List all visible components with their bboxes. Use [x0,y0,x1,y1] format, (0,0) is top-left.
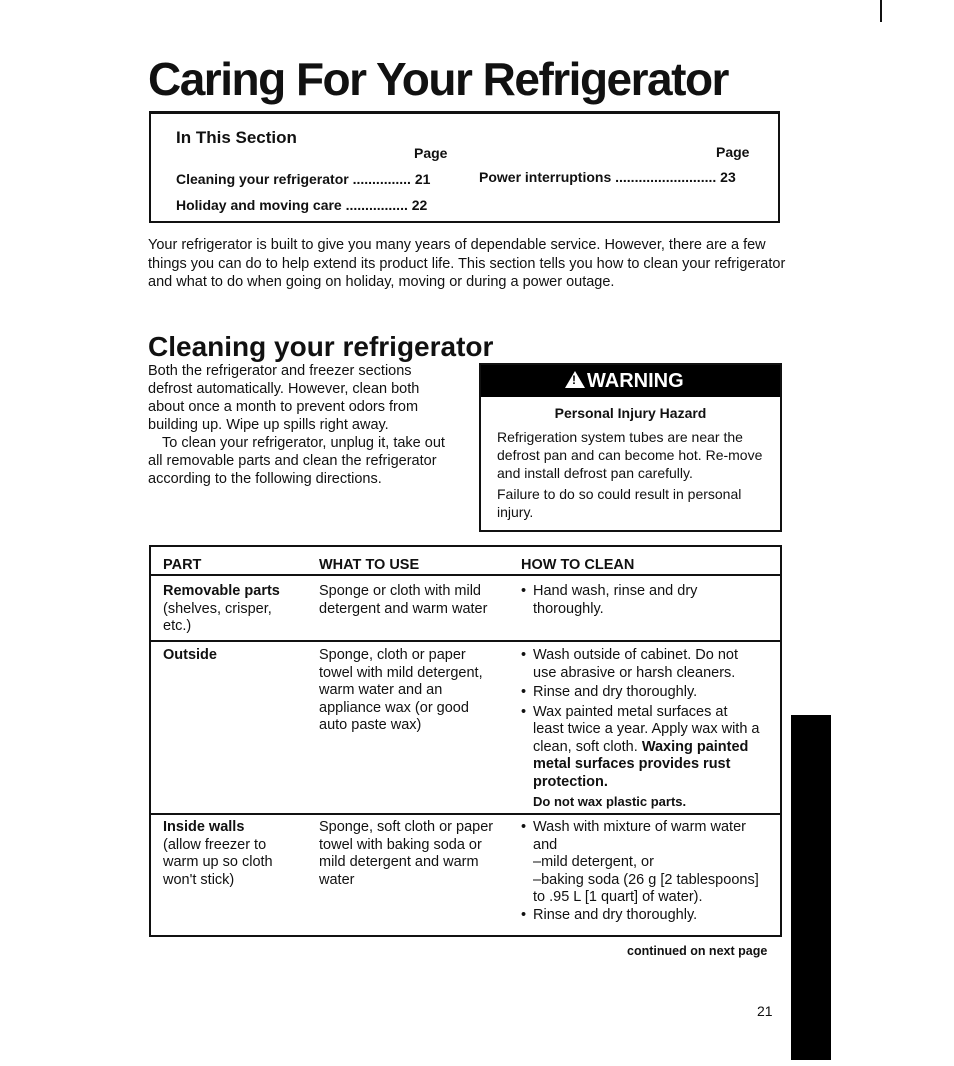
warning-bar [481,365,780,397]
toc-heading: In This Section [176,128,297,147]
warning-text-1: Refrigeration system tubes are near the defrost pan and can become hot. Re-move and install defrost pan carefully. [497,429,763,481]
table-row-2-use: Sponge, cloth or paper towel with mild detergent, warm water and an appliance wax (or good auto paste wax) [319,647,483,733]
warning-triangle-icon [565,371,585,388]
toc-box [149,111,780,223]
col-header-how-to-clean: HOW TO CLEAN [521,557,635,573]
toc-page-label-left: Page [414,145,448,161]
table-row-3-use: Sponge, soft cloth or paper towel with baking soda or mild detergent and warm water [319,819,494,888]
table-row-1-use: Sponge or cloth with mild detergent and warm water [319,583,488,617]
header-divider [151,574,780,576]
table-row-3-part: Inside walls (allow freezer to warm up so cloth won't stick) [163,819,273,888]
toc-item-power[interactable]: Power interruptions .......................... 23 [479,169,736,185]
table-row-2-part: Outside [163,647,217,663]
warning-text-2: Failure to do so could result in personal injury. [497,486,742,520]
continued-note: continued on next page [627,944,768,958]
cleaning-text [148,362,448,488]
col-header-part: PART [163,557,202,573]
toc-item-holiday[interactable]: Holiday and moving care ................ 22 [176,197,428,213]
toc-item-cleaning[interactable]: Cleaning your refrigerator ............... 21 [176,171,431,187]
intro-paragraph: Your refrigerator is built to give you many years of dependable service. However, there are a few things you can do to help extend its product life. This section tells you how to clean your refrigerator and what to do when going on holiday, moving or during a power outage. [148,237,786,290]
warning-subtitle: Personal Injury Hazard [554,405,707,421]
page-number: 21 [757,1003,773,1019]
cleaning-para-1: Both the refrigerator and freezer sections defrost automatically. However, clean both about once a month to prevent odors from building up. Wipe up spills right away. [148,363,420,433]
margin-rule [880,0,882,22]
warning-box [479,363,782,532]
table-row-2-how: • Wash outside of cabinet. Do not use abrasive or harsh cleaners. • Rinse and dry thoroughly. • Wax painted metal surfaces at least twice a year. Apply wax with a clean, soft cloth. Waxing painted metal surfaces provides rust protection. Do not wax plastic parts. [521,647,761,811]
col-header-what-to-use: WHAT TO USE [319,557,420,573]
row-divider-1 [151,640,780,642]
row-divider-2 [151,813,780,815]
page-title: Caring For Your Refrigerator [148,53,728,105]
table-row-1-how: • Hand wash, rinse and dry thoroughly. [521,583,761,620]
cleaning-para-2: To clean your refrigerator, unplug it, take out all removable parts and clean the refrigerator according to the following directions. [148,435,445,487]
warning-title: !WARNING [565,370,684,393]
toc-page-label-right: Page [716,144,750,160]
section-tab-marker [791,715,831,1060]
table-row-1-part: Removable parts (shelves, crisper, etc.) [163,583,280,634]
section-heading: Cleaning your refrigerator [148,331,494,362]
cleaning-table [149,545,782,937]
table-row-3-how: • Wash with mixture of warm water and –mild detergent, or –baking soda (26 g [2 tablespoons] to .95 L [1 quart] of water). • Rinse and dry thoroughly. [521,819,766,926]
